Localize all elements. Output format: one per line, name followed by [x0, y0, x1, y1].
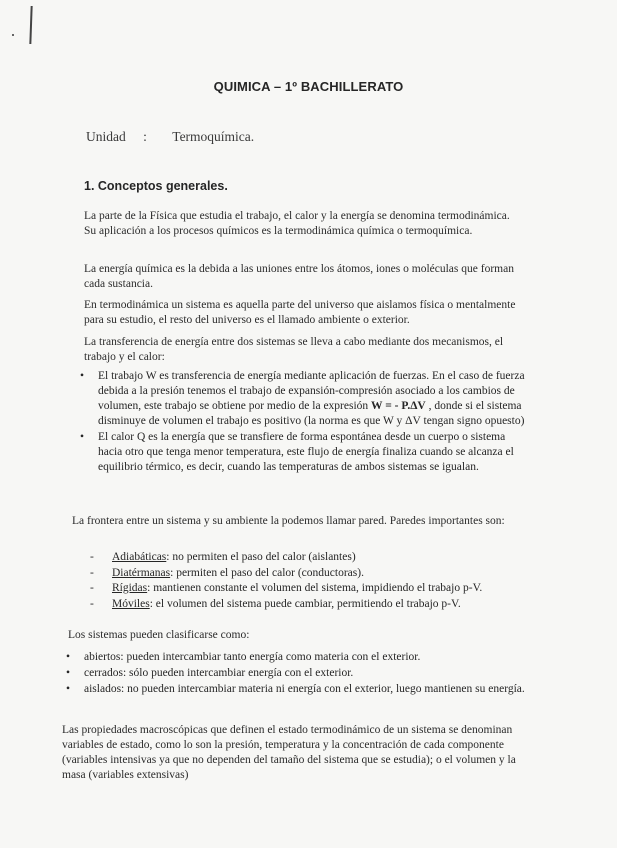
dash-icon: - [90, 597, 94, 610]
wall-desc: : mantienen constante el volumen del sistema, impidiendo el trabajo p-V. [147, 582, 483, 594]
paragraph-transfer: La transferencia de energía entre dos sistemas se lleva a cabo mediante dos mecanismos, el trabajo y el calor: [84, 336, 504, 363]
paragraph-frontier: La frontera entre un sistema y su ambiente la podemos llamar pared. Paredes importantes son: [72, 515, 505, 527]
list-item-wall [90, 566, 520, 582]
wall-term: Adiabáticas [112, 551, 167, 563]
list-item-isolated [66, 682, 526, 697]
list-item-wall [90, 597, 520, 613]
work-text: El trabajo W es transferencia de energía mediante aplicación de fuerzas. En el caso de fuerza debida a la presión tenemos el trabajo de expansión-compresión asociado a los cambios de volumen, este trabajo se obtiene por medio de la expresión [98, 370, 525, 412]
bullet-icon: • [66, 651, 71, 663]
wall-term: Diatérmanas [112, 566, 171, 579]
paragraph-intro: La parte de la Física que estudia el trabajo, el calor y la energía se denomina termodinámica. Su aplicación a los procesos químicos es la termodinámica química o termoquímica. [84, 210, 510, 237]
system-type-text: abiertos: pueden intercambiar tanto energía como materia con el exterior. [84, 651, 421, 663]
dash-icon: - [90, 551, 94, 563]
unit-value: Termoquímica. [172, 129, 255, 144]
wall-term: Rígidas [112, 582, 148, 594]
bullet-icon: • [66, 683, 71, 695]
unit-line [86, 129, 254, 145]
paragraph-classify: Los sistemas pueden clasificarse como: [68, 629, 250, 641]
list-item-wall [90, 550, 520, 566]
wall-desc: : no permiten el paso del calor (aislantes) [166, 551, 356, 563]
bullet-icon: • [66, 667, 71, 679]
pen-mark [29, 6, 32, 44]
dash-icon: - [90, 582, 94, 594]
heat-text: El calor Q es la energía que se transfiere de forma espontánea desde un cuerpo o sistema hacia otro que tenga menor temperatura, este flujo de energía finaliza cuando se alcanza el equilibrio térmico, es decir, cuando las temperaturas de ambos sistemas se igualan. [98, 431, 514, 473]
paragraph-system: En termodinámica un sistema es aquella parte del universo que aislamos física o mentalmente para su estudio, el resto del universo es el llamado ambiente o exterior. [84, 299, 516, 326]
bullet-icon: • [80, 431, 85, 443]
work-text-after: , donde si el sistema disminuye de volumen el trabajo es positivo (la norma es que W y ΔV tengan signo opuesto) [98, 400, 525, 427]
list-item-work [80, 369, 528, 429]
dash-icon: - [90, 566, 94, 579]
list-item-wall [90, 581, 520, 597]
paragraph-state-variables: Las propiedades macroscópicas que definen el estado termodinámico de un sistema se denominan variables de estado, como lo son la presión, temperatura y la concentración de cada componente (variables intensivas ya que no dependen del tamaño del sistema que se estudia); o el volumen y la masa (variables extensivas) [62, 724, 516, 781]
mechanisms-list [80, 369, 528, 476]
section-title: 1. Conceptos generales. [84, 179, 228, 193]
list-item-heat [80, 430, 528, 475]
list-item-closed [66, 666, 526, 681]
unit-separator: : [143, 129, 147, 144]
system-type-text: aislados: no pueden intercambiar materia ni energía con el exterior, luego mantienen su energía. [84, 683, 525, 695]
list-item-open [66, 650, 526, 665]
walls-list [90, 550, 520, 612]
unit-label: Unidad [86, 129, 126, 144]
paragraph-energy: La energía química es la debida a las uniones entre los átomos, iones o moléculas que forman cada sustancia. [84, 263, 514, 290]
document-title: QUIMICA – 1º BACHILLERATO [213, 79, 404, 94]
speck [12, 34, 14, 36]
wall-term: Móviles [112, 597, 150, 610]
system-types-list [66, 650, 526, 698]
system-type-text: cerrados: sólo pueden intercambiar energía con el exterior. [84, 667, 354, 679]
wall-desc: : el volumen del sistema puede cambiar, permitiendo el trabajo p-V. [149, 597, 461, 610]
wall-desc: : permiten el paso del calor (conductoras). [170, 566, 364, 579]
bullet-icon: • [80, 370, 85, 382]
work-formula: W = - P.ΔV [371, 400, 426, 412]
